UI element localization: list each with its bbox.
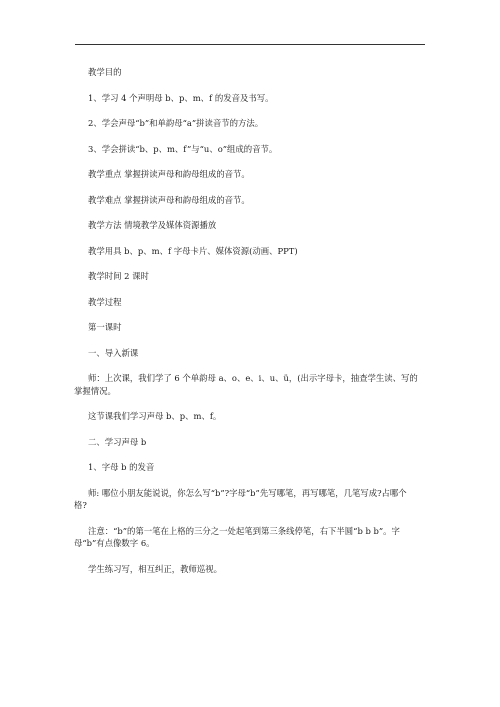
section-intro: 一、导入新课: [88, 347, 139, 358]
subsection-b-pronunciation: 1、字母 b 的发音: [88, 462, 155, 472]
heading-process: 教学过程: [88, 296, 122, 307]
note-paragraph: 注意：“b”的第一笔在上格的三分之一处起笔到第三条线停笔，右下半圆“b b b”。字母“b”有点像数字 6。: [74, 525, 400, 548]
header-rule: [75, 44, 425, 45]
heading-objectives: 教学目的: [88, 67, 122, 77]
teaching-method: 教学方法 情境教学及媒体资源播放: [88, 220, 217, 230]
teaching-tools: 教学用具 b、p、m、f 字母卡片、媒体资源(动画、PPT): [88, 245, 298, 256]
lesson-topic: 这节课我们学习声母 b、p、m、f。: [88, 411, 222, 421]
teacher-intro-paragraph: 师：上次课，我们学了 6 个单韵母 a、o、e、i、u、ü，(出示字母卡，抽查学生读、写的掌握情况。: [74, 373, 418, 396]
objective-2: 2、学会声母“b”和单韵母“a”拼读音节的方法。: [88, 118, 264, 128]
practice-paragraph: 学生练习写，相互纠正，教师巡视。: [88, 563, 222, 574]
difficult-points: 教学难点 掌握拼读声母和韵母组成的音节。: [88, 194, 250, 205]
key-points: 教学重点 掌握拼读声母和韵母组成的音节。: [88, 169, 250, 179]
document-body: [74, 66, 418, 588]
heading-lesson-1: 第一课时: [88, 322, 122, 332]
teaching-time: 教学时间 2 课时: [88, 271, 149, 281]
objective-3: 3、学会拼读“b、p、m、f”与“u、o”组成的音节。: [88, 143, 278, 154]
objective-1: 1、学习 4 个声明母 b、p、m、f 的发音及书写。: [88, 92, 274, 103]
section-learn-b: 二、学习声母 b: [88, 436, 147, 447]
teacher-question-paragraph: 师: 哪位小朋友能说说，你怎么写“b”?字母“b”先写哪笔，再写哪笔，几笔写成?占哪个格?: [74, 487, 407, 510]
